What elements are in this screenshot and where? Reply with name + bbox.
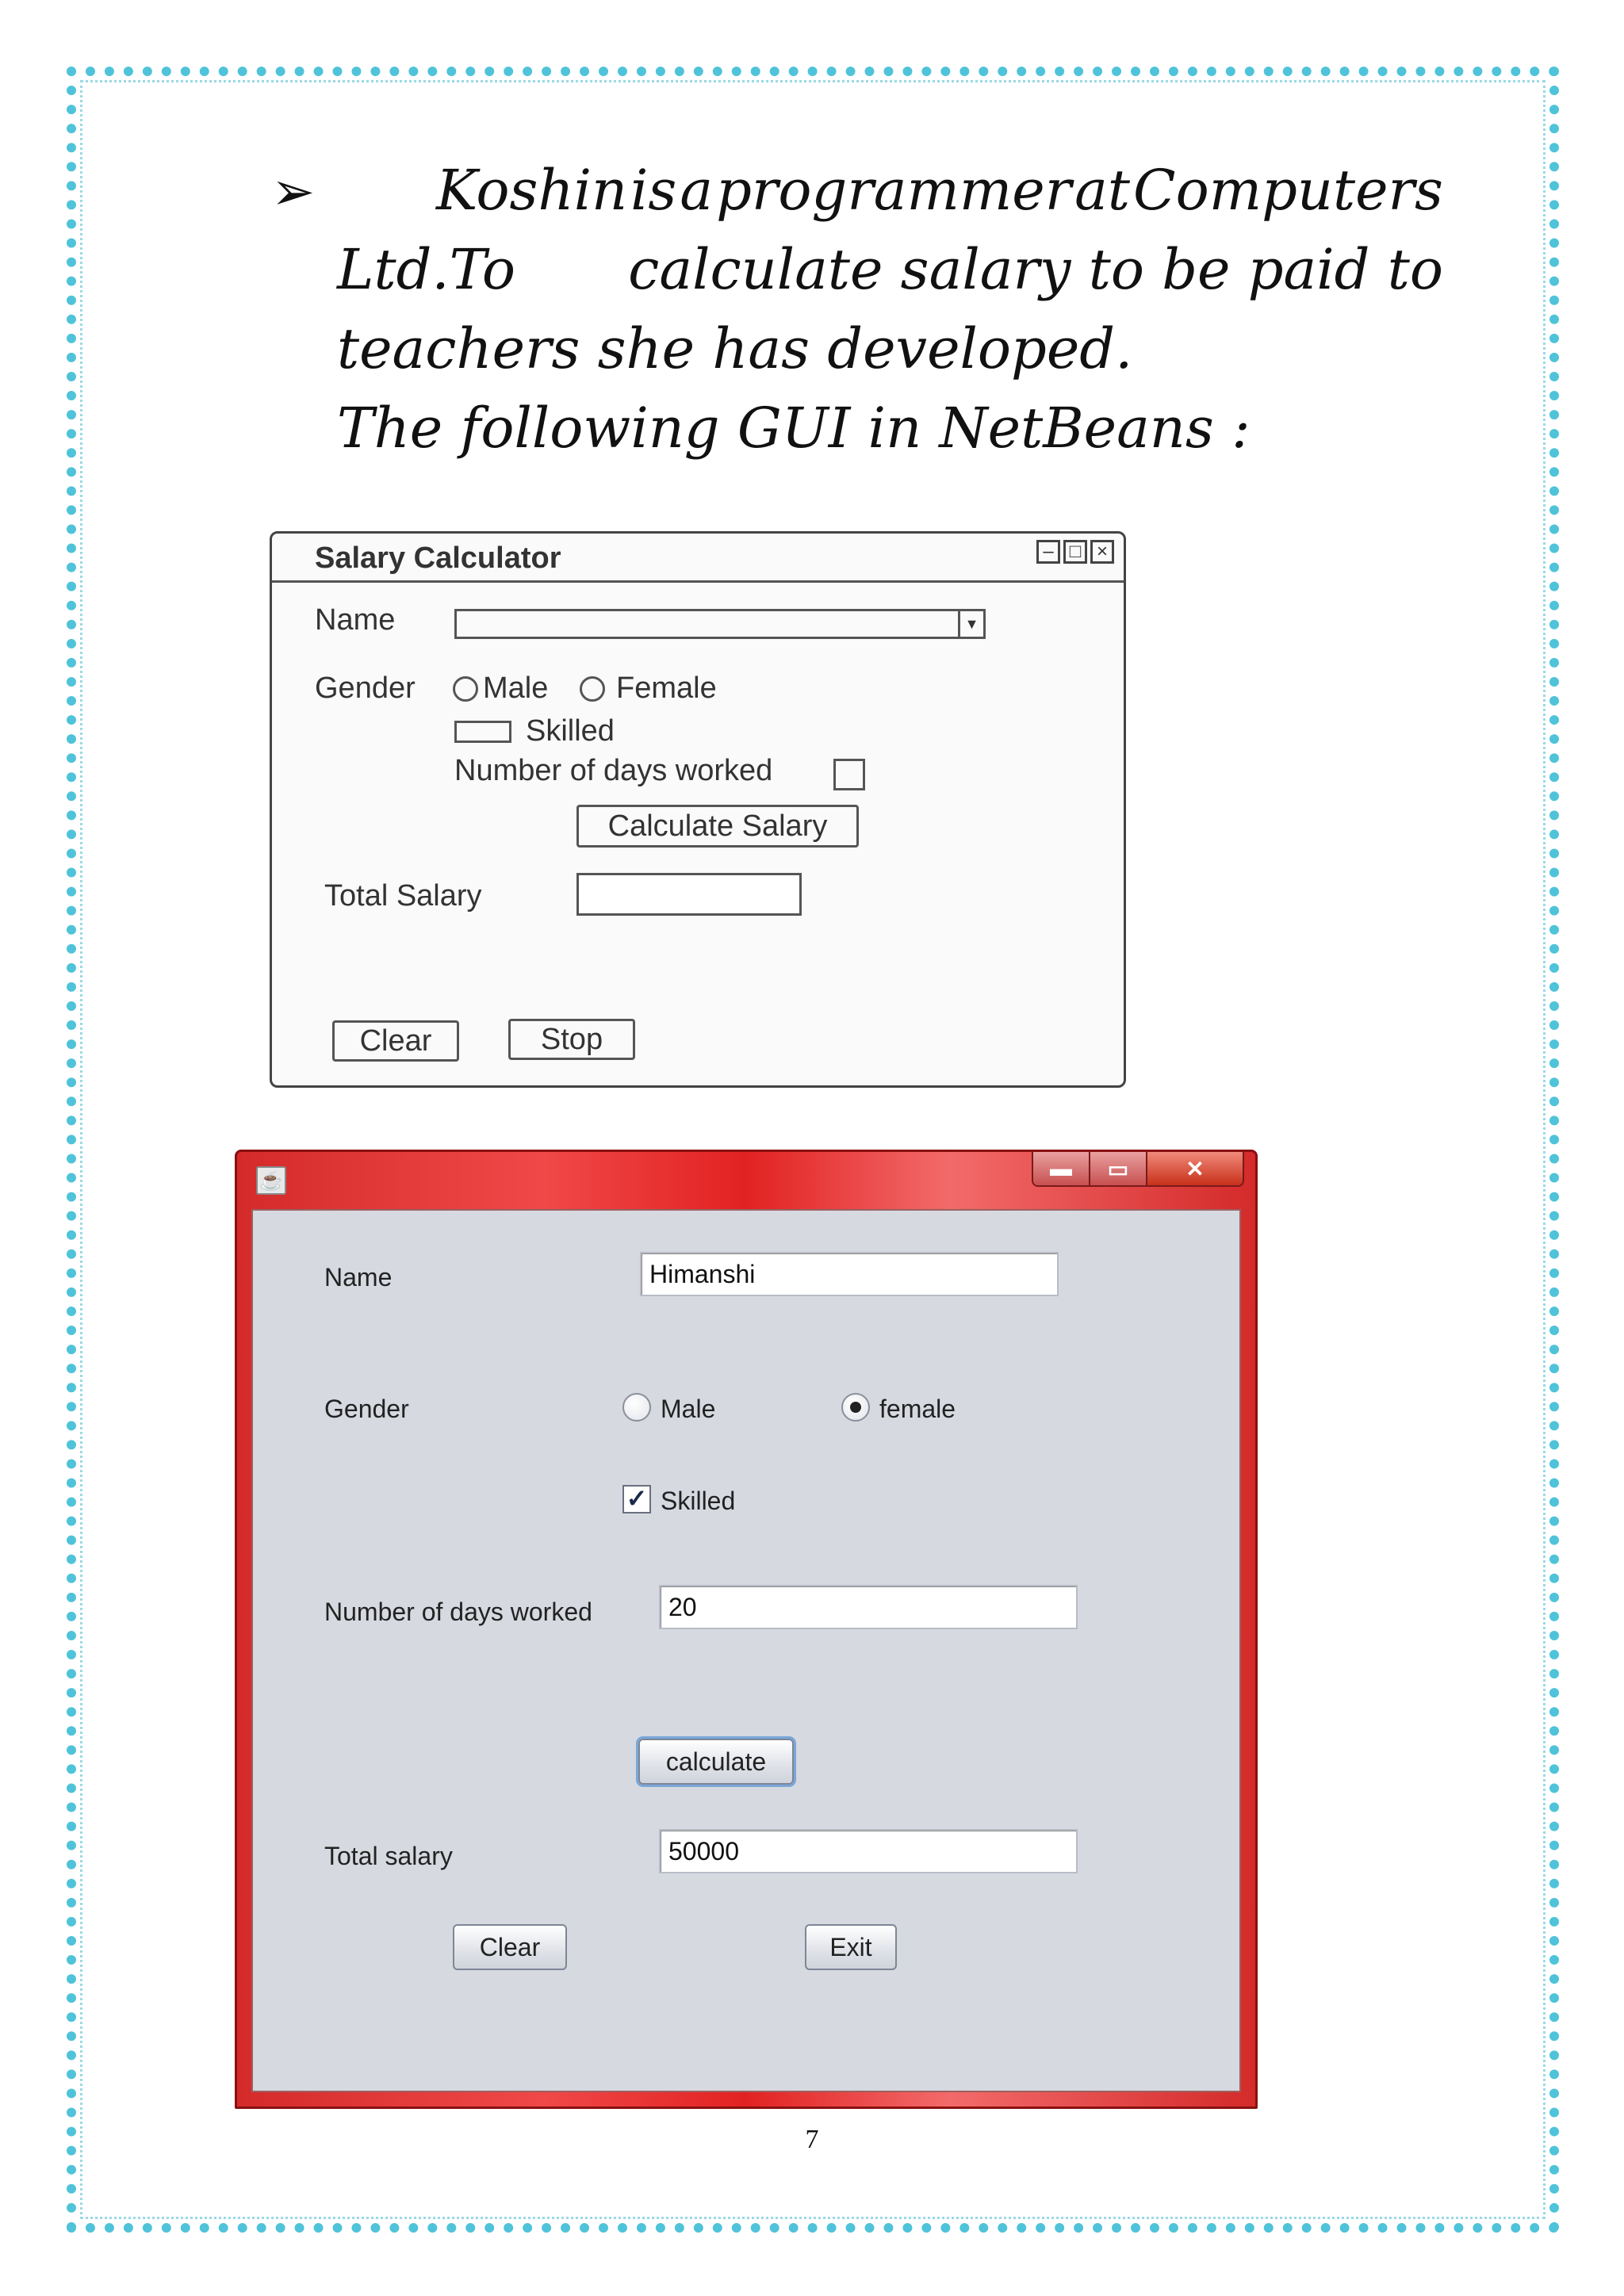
sketch-male-label: Male	[483, 672, 549, 705]
minimize-icon[interactable]: ▬	[1033, 1152, 1090, 1185]
sketch-days-label: Number of days worked	[454, 754, 773, 787]
minimize-icon[interactable]: –	[1036, 540, 1060, 564]
java-clear-button[interactable]: Clear	[453, 1924, 567, 1970]
java-skilled-checkbox[interactable]: ✓	[622, 1485, 651, 1513]
java-male-label: Male	[661, 1395, 716, 1423]
maximize-icon[interactable]: □	[1063, 540, 1087, 564]
intro-line-3: teachers she has developed.	[337, 316, 1133, 381]
chevron-down-icon[interactable]: ▼	[958, 611, 983, 637]
sketch-skilled-checkbox[interactable]	[454, 721, 511, 743]
sketch-female-label: Female	[616, 672, 717, 705]
intro-line-4: The following GUI in NetBeans :	[337, 396, 1251, 461]
sketch-name-label: Name	[315, 603, 396, 637]
java-window-controls	[1032, 1152, 1244, 1187]
sketch-calculate-salary-button[interactable]: Calculate Salary	[576, 805, 859, 848]
sketch-gender-label: Gender	[315, 672, 416, 705]
sketch-skilled-label: Skilled	[526, 714, 615, 748]
sketch-days-field[interactable]	[833, 759, 865, 790]
intro-line-2: Ltd.To calculate salary to be paid to	[337, 237, 1443, 302]
intro-line-1: Koshin is a programmer at Computers	[436, 158, 1443, 223]
java-male-radio[interactable]	[622, 1393, 651, 1422]
sketch-name-combobox[interactable]	[454, 609, 986, 639]
sketch-total-salary-label: Total Salary	[324, 879, 482, 913]
sketch-stop-button[interactable]: Stop	[508, 1019, 635, 1060]
java-days-input[interactable]: 20	[659, 1585, 1078, 1629]
sketch-salary-calculator-window	[270, 531, 1126, 1088]
java-content-panel	[251, 1209, 1241, 2092]
sketch-male-radio[interactable]	[453, 676, 478, 702]
sketch-clear-button[interactable]: Clear	[332, 1020, 459, 1062]
sketch-total-salary-field[interactable]	[576, 873, 802, 916]
java-female-label: female	[879, 1395, 956, 1423]
close-icon[interactable]: ✕	[1147, 1152, 1243, 1185]
close-icon[interactable]: ×	[1090, 540, 1114, 564]
java-female-radio[interactable]	[841, 1393, 870, 1422]
java-titlebar	[237, 1152, 1255, 1209]
java-gender-label: Gender	[324, 1395, 409, 1423]
java-total-salary-label: Total salary	[324, 1842, 453, 1870]
java-days-label: Number of days worked	[324, 1598, 592, 1626]
java-total-salary-input[interactable]: 50000	[659, 1829, 1078, 1873]
intro-paragraph	[271, 151, 1443, 468]
arrow-bullet-icon: ➢	[271, 161, 316, 222]
java-exit-button[interactable]: Exit	[805, 1924, 897, 1970]
java-salary-window	[235, 1150, 1258, 2109]
sketch-window-title: Salary Calculator	[315, 541, 561, 575]
java-calculate-button[interactable]: calculate	[638, 1739, 794, 1785]
sketch-female-radio[interactable]	[580, 676, 605, 702]
java-name-input[interactable]: Himanshi	[640, 1252, 1059, 1296]
maximize-icon[interactable]: ▭	[1090, 1152, 1147, 1185]
sketch-titlebar	[272, 534, 1124, 583]
java-coffee-icon: ☕	[256, 1166, 286, 1195]
sketch-window-controls	[1036, 540, 1114, 564]
page-number: 7	[805, 2125, 819, 2154]
java-skilled-label: Skilled	[661, 1487, 736, 1515]
java-name-label: Name	[324, 1263, 393, 1292]
